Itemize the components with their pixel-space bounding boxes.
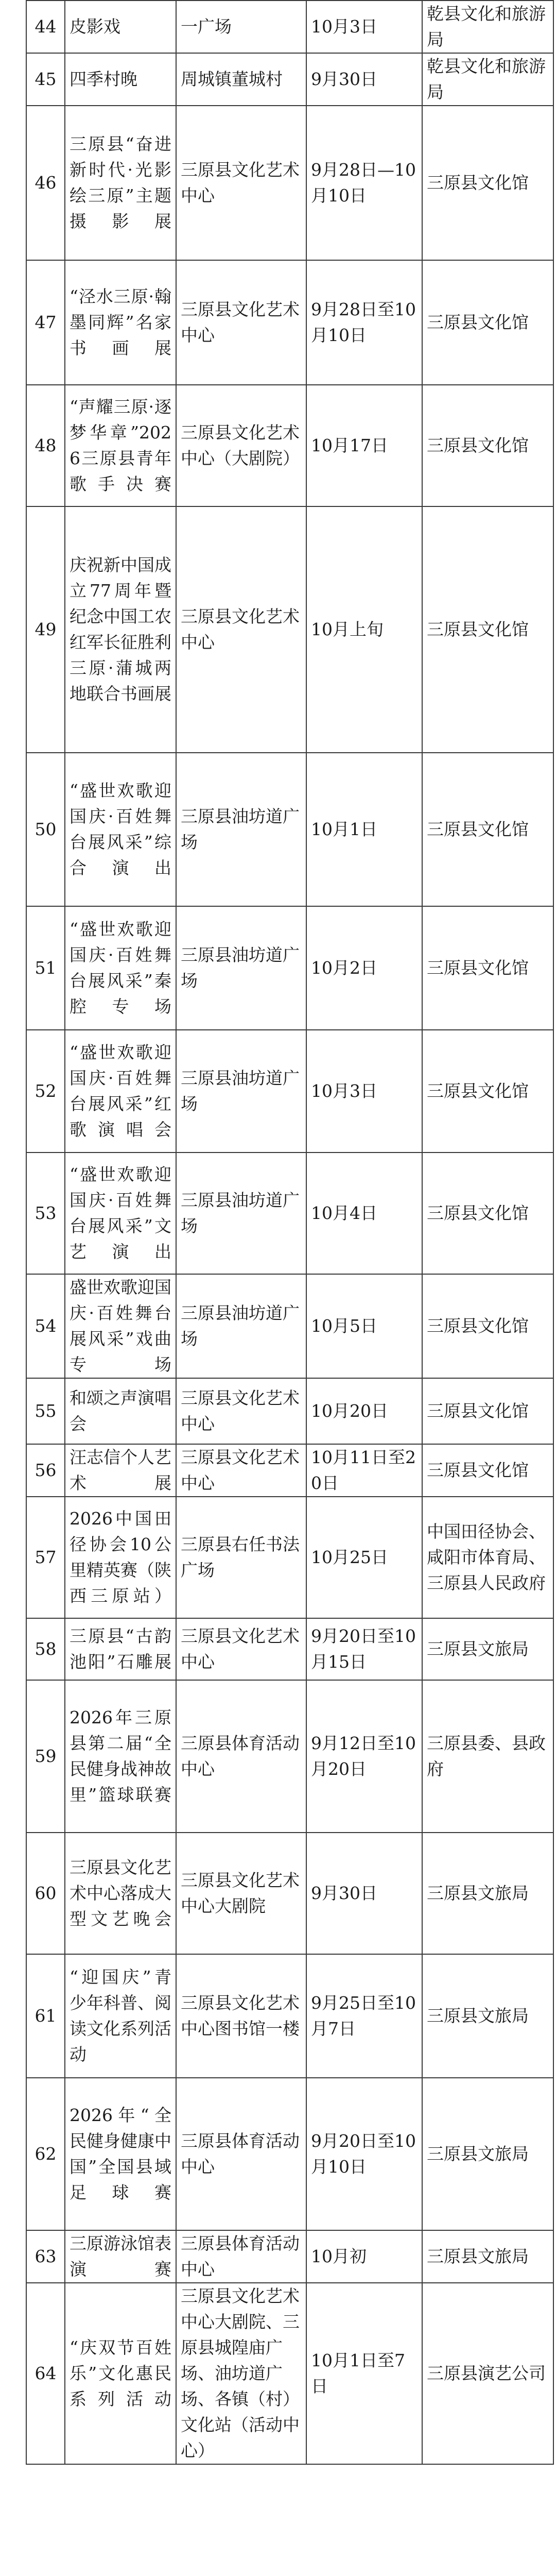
cell-time: 10月4日 xyxy=(306,1153,422,1274)
cell-org: 三原县文化馆 xyxy=(422,1444,553,1497)
cell-org: 三原县文化馆 xyxy=(422,506,553,753)
table-row xyxy=(26,1497,553,1618)
cell-name: 2026年三原县第二届“全民健身战神故里”篮球联赛 xyxy=(65,1680,176,1833)
cell-name: “庆双节百姓乐”文化惠民系列活动 xyxy=(65,2283,176,2464)
cell-org: 三原县文旅局 xyxy=(422,1954,553,2078)
cell-time: 10月上旬 xyxy=(306,506,422,753)
events-table xyxy=(26,0,554,2465)
table-row xyxy=(26,506,553,753)
table-row xyxy=(26,1954,553,2078)
cell-time: 10月3日 xyxy=(306,1030,422,1153)
cell-org: 三原县文化馆 xyxy=(422,385,553,506)
cell-time: 10月2日 xyxy=(306,906,422,1030)
cell-org: 三原县文旅局 xyxy=(422,1833,553,1954)
cell-name: 盛世欢歌迎国庆·百姓舞台展风采”戏曲专场 xyxy=(65,1274,176,1378)
cell-no: 53 xyxy=(26,1153,65,1274)
cell-org: 三原县委、县政府 xyxy=(422,1680,553,1833)
cell-place: 三原县文化艺术中心（大剧院） xyxy=(176,385,306,506)
cell-no: 45 xyxy=(26,53,65,106)
cell-org: 三原县文化馆 xyxy=(422,906,553,1030)
cell-time: 9月20日至10月15日 xyxy=(306,1618,422,1680)
cell-no: 44 xyxy=(26,1,65,53)
cell-org: 三原县文化馆 xyxy=(422,260,553,385)
cell-name: “盛世欢歌迎国庆·百姓舞台展风采”文艺演出 xyxy=(65,1153,176,1274)
cell-time: 10月5日 xyxy=(306,1274,422,1378)
cell-name: “迎国庆”青少年科普、阅读文化系列活动 xyxy=(65,1954,176,2078)
cell-org: 三原县文旅局 xyxy=(422,2230,553,2283)
cell-no: 48 xyxy=(26,385,65,506)
cell-no: 51 xyxy=(26,906,65,1030)
cell-place: 三原县油坊道广场 xyxy=(176,906,306,1030)
table-row xyxy=(26,2078,553,2230)
cell-time: 9月25日至10月7日 xyxy=(306,1954,422,2078)
cell-time: 9月12日至10月20日 xyxy=(306,1680,422,1833)
cell-time: 10月17日 xyxy=(306,385,422,506)
cell-name: 三原县“古韵池阳”石雕展 xyxy=(65,1618,176,1680)
cell-org: 乾县文化和旅游局 xyxy=(422,53,553,106)
cell-place: 周城镇董城村 xyxy=(176,53,306,106)
cell-org: 三原县文化馆 xyxy=(422,106,553,260)
cell-place: 三原县体育活动中心 xyxy=(176,2230,306,2283)
cell-name: “泾水三原·翰墨同辉”名家书画展 xyxy=(65,260,176,385)
table-row xyxy=(26,385,553,506)
cell-time: 10月3日 xyxy=(306,1,422,53)
cell-no: 54 xyxy=(26,1274,65,1378)
cell-place: 三原县文化艺术中心 xyxy=(176,506,306,753)
table-row xyxy=(26,1444,553,1497)
cell-place: 三原县油坊道广场 xyxy=(176,1153,306,1274)
cell-org: 三原县演艺公司 xyxy=(422,2283,553,2464)
cell-place: 三原县油坊道广场 xyxy=(176,753,306,906)
cell-no: 60 xyxy=(26,1833,65,1954)
cell-place: 三原县油坊道广场 xyxy=(176,1030,306,1153)
cell-name: “盛世欢歌迎国庆·百姓舞台展风采”综合演出 xyxy=(65,753,176,906)
cell-name: 和颂之声演唱会 xyxy=(65,1378,176,1444)
cell-no: 50 xyxy=(26,753,65,906)
cell-org: 三原县文化馆 xyxy=(422,1153,553,1274)
cell-place: 三原县文化艺术中心 xyxy=(176,106,306,260)
table-row xyxy=(26,1833,553,1954)
cell-time: 10月初 xyxy=(306,2230,422,2283)
cell-time: 9月28日至10月10日 xyxy=(306,260,422,385)
table-row xyxy=(26,1378,553,1444)
cell-name: 庆祝新中国成立77周年暨纪念中国工农红军长征胜利三原·蒲城两地联合书画展 xyxy=(65,506,176,753)
cell-time: 10月25日 xyxy=(306,1497,422,1618)
cell-no: 56 xyxy=(26,1444,65,1497)
cell-no: 63 xyxy=(26,2230,65,2283)
cell-time: 9月30日 xyxy=(306,1833,422,1954)
cell-no: 57 xyxy=(26,1497,65,1618)
cell-no: 61 xyxy=(26,1954,65,2078)
cell-name: 皮影戏 xyxy=(65,1,176,53)
cell-place: 三原县体育活动中心 xyxy=(176,2078,306,2230)
cell-name: 三原游泳馆表演赛 xyxy=(65,2230,176,2283)
cell-place: 三原县文化艺术中心 xyxy=(176,1618,306,1680)
cell-place: 三原县文化艺术中心大剧院 xyxy=(176,1833,306,1954)
cell-place: 三原县文化艺术中心 xyxy=(176,1444,306,1497)
cell-time: 9月28日—10月10日 xyxy=(306,106,422,260)
cell-name: “声耀三原·逐梦华章”2026三原县青年歌手决赛 xyxy=(65,385,176,506)
cell-no: 46 xyxy=(26,106,65,260)
cell-place: 三原县文化艺术中心 xyxy=(176,1378,306,1444)
cell-no: 64 xyxy=(26,2283,65,2464)
table-row xyxy=(26,106,553,260)
cell-name: 2026中国田径协会10公里精英赛（陕西三原站） xyxy=(65,1497,176,1618)
cell-no: 47 xyxy=(26,260,65,385)
cell-time: 10月11日至20日 xyxy=(306,1444,422,1497)
cell-org: 三原县文化馆 xyxy=(422,1378,553,1444)
cell-org: 乾县文化和旅游局 xyxy=(422,1,553,53)
cell-org: 三原县文化馆 xyxy=(422,1030,553,1153)
cell-name: “盛世欢歌迎国庆·百姓舞台展风采”秦腔专场 xyxy=(65,906,176,1030)
cell-org: 三原县文化馆 xyxy=(422,753,553,906)
events-table-body xyxy=(26,1,553,2464)
cell-place: 三原县文化艺术中心 xyxy=(176,260,306,385)
table-row xyxy=(26,1274,553,1378)
cell-place: 一广场 xyxy=(176,1,306,53)
cell-org: 中国田径协会、咸阳市体育局、三原县人民政府 xyxy=(422,1497,553,1618)
table-row xyxy=(26,1680,553,1833)
cell-name: 三原县“奋进新时代·光影绘三原”主题摄影展 xyxy=(65,106,176,260)
cell-time: 10月1日至7日 xyxy=(306,2283,422,2464)
cell-no: 58 xyxy=(26,1618,65,1680)
cell-name: 四季村晚 xyxy=(65,53,176,106)
cell-org: 三原县文旅局 xyxy=(422,2078,553,2230)
table-row xyxy=(26,260,553,385)
cell-place: 三原县右任书法广场 xyxy=(176,1497,306,1618)
cell-time: 10月1日 xyxy=(306,753,422,906)
cell-name: “盛世欢歌迎国庆·百姓舞台展风采”红歌演唱会 xyxy=(65,1030,176,1153)
cell-name: 汪志信个人艺术展 xyxy=(65,1444,176,1497)
cell-no: 49 xyxy=(26,506,65,753)
cell-name: 三原县文化艺术中心落成大型文艺晚会 xyxy=(65,1833,176,1954)
table-row xyxy=(26,53,553,106)
cell-place: 三原县油坊道广场 xyxy=(176,1274,306,1378)
cell-no: 55 xyxy=(26,1378,65,1444)
cell-place: 三原县体育活动中心 xyxy=(176,1680,306,1833)
table-row xyxy=(26,753,553,906)
cell-no: 52 xyxy=(26,1030,65,1153)
cell-time: 10月20日 xyxy=(306,1378,422,1444)
table-row xyxy=(26,2230,553,2283)
cell-time: 9月20日至10月10日 xyxy=(306,2078,422,2230)
table-row xyxy=(26,1153,553,1274)
cell-place: 三原县文化艺术中心大剧院、三原县城隍庙广场、油坊道广场、各镇（村）文化站（活动中心） xyxy=(176,2283,306,2464)
cell-place: 三原县文化艺术中心图书馆一楼 xyxy=(176,1954,306,2078)
cell-no: 62 xyxy=(26,2078,65,2230)
table-row xyxy=(26,2283,553,2464)
cell-no: 59 xyxy=(26,1680,65,1833)
table-row xyxy=(26,906,553,1030)
cell-time: 9月30日 xyxy=(306,53,422,106)
cell-org: 三原县文旅局 xyxy=(422,1618,553,1680)
table-row xyxy=(26,1618,553,1680)
table-row xyxy=(26,1,553,53)
table-row xyxy=(26,1030,553,1153)
cell-name: 2026年“全民健身健康中国”全国县域足球赛 xyxy=(65,2078,176,2230)
cell-org: 三原县文化馆 xyxy=(422,1274,553,1378)
